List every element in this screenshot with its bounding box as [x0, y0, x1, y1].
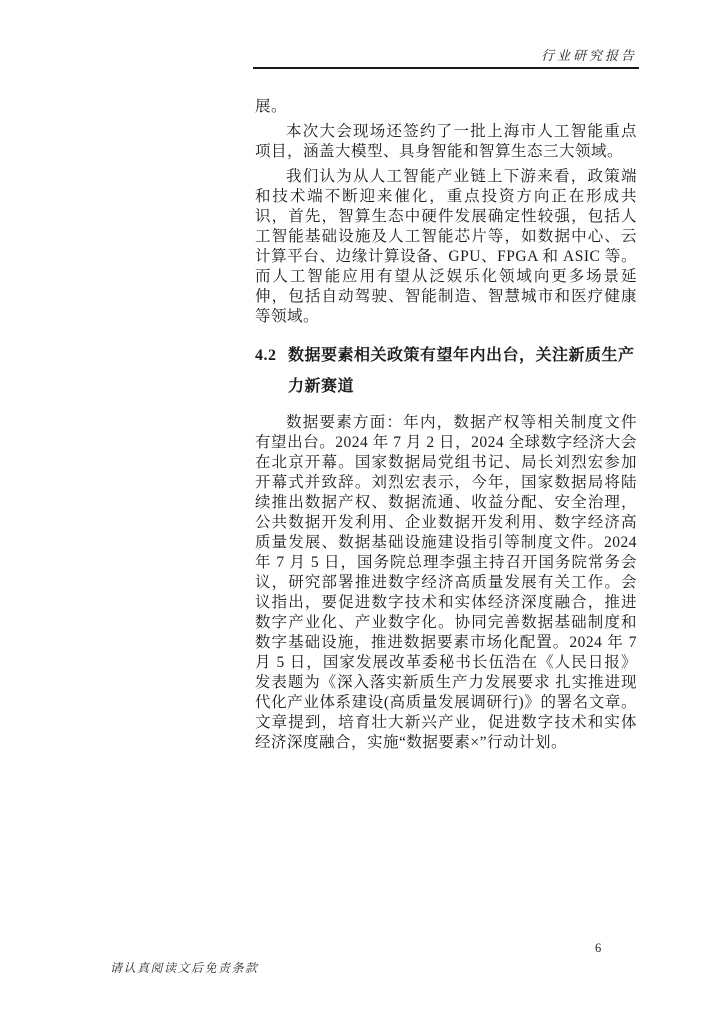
- paragraph-signing-projects: 本次大会现场还签约了一批上海市人工智能重点项目，涵盖大模型、具身智能和智算生态三大领域。: [255, 123, 637, 160]
- page-number: 6: [595, 941, 602, 955]
- report-body: [255, 97, 637, 758]
- paragraph-industry-chain-view: 我们认为从人工智能产业链上下游来看，政策端和技术端不断迎来催化，重点投资方向正在形成共识，首先，智算生态中硬件发展确定性较强，包括人工智能基础设施及人工智能芯片等，如数据中心、云计算平台、边缘计算设备、GPU、FPGA 和 ASIC 等。而人工智能应用有望从泛娱乐化领域向更多场景延伸，包括自动驾驶、智能制造、智慧城市和医疗健康等领域。: [255, 168, 637, 325]
- footer-disclaimer: 请认真阅读文后免责条款: [110, 961, 259, 975]
- paragraph-data-element-policy: 数据要素方面：年内，数据产权等相关制度文件有望出台。2024 年 7 月 2 日，2024 全球数字经济大会在北京开幕。国家数据局党组书记、局长刘烈宏参加开幕式并致辞。刘烈宏表示，今年，国家数据局将陆续推出数据产权、数据流通、收益分配、安全治理，公共数据开发利用、企业数据开发利用、数字经济高质量发展、数据基础设施建设指引等制度文件。2024 年 7 月 5 日，国务院总理李强主持召开国务院常务会议，研究部署推进数字经济高质量发展有关工作。会议指出，要促进数字技术和实体经济深度融合，推进数字产业化、产业数字化。协同完善数据基础制度和数字基础设施，推进数据要素市场化配置。2024 年 7 月 5 日，国家发展改革委秘书长伍浩在《人民日报》发表题为《深入落实新质生产力发展要求 扎实推进现代化产业体系建设(高质量发展调研行)》的署名文章。文章提到，培育壮大新兴产业，促进数字技术和实体经济深度融合，实施“数据要素×”行动计划。: [255, 414, 637, 751]
- section-number: 4.2: [255, 347, 277, 364]
- section-heading: [255, 340, 637, 402]
- header-report-type-label: 行业研究报告: [540, 48, 637, 63]
- header-rule: [253, 67, 639, 69]
- paragraph-continuation: 展。: [255, 98, 288, 115]
- section-title: 数据要素相关政策有望年内出台，关注新质生产力新赛道: [288, 347, 635, 395]
